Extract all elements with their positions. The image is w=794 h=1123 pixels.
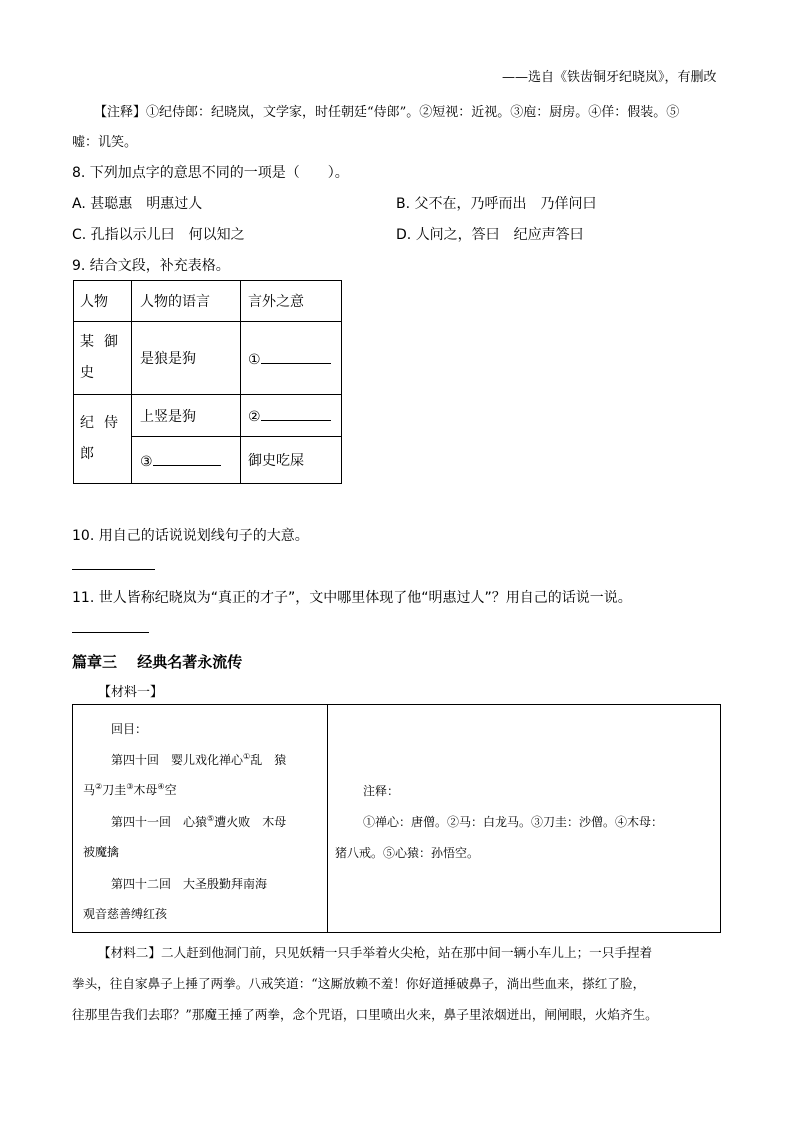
chapter-heading: 篇章三 经典名著永流传 (72, 653, 243, 671)
q8-option-b (396, 193, 597, 213)
table-header-row (74, 281, 342, 322)
header-character: 人物 (74, 281, 132, 322)
option-label: B. (396, 196, 411, 212)
chapter-40-line-2: 马②刀圭③木母④空 (83, 782, 177, 797)
answer-blank[interactable] (153, 451, 221, 466)
material-two-line-1: 【材料二】二人赶到他洞门前，只见妖精一只手举着火尖枪，站在那中间一辆小车儿上；一只手捏着 (98, 945, 653, 960)
speech-cell: 上竖是狗 (132, 395, 241, 437)
question-8-stem: 8. 下列加点字的意思不同的一项是（ ）。 (72, 165, 349, 181)
q8-option-d (396, 224, 584, 244)
q8-option-c (72, 224, 245, 244)
chapter-list-heading: 回目： (111, 722, 148, 736)
character-name-cell (74, 322, 132, 395)
option-label: C. (72, 227, 87, 243)
source-citation: ——选自《铁齿铜牙纪晓岚》，有删改 (502, 70, 717, 85)
question-10-stem: 10. 用自己的话说说划线句子的大意。 (72, 528, 309, 544)
chapter-42-line-1: 第四十二回 大圣殷勤拜南海 (111, 877, 268, 891)
chapter-42-line-2: 观音慈善缚红孩 (83, 907, 168, 921)
question-11-stem: 11. 世人皆称纪晓岚为“真正的才子”，文中哪里体现了他“明惠过人”？用自己的话说一说。 (72, 590, 632, 606)
name-char: 御 (104, 334, 118, 350)
header-meaning: 言外之意 (241, 281, 342, 322)
answer-blank[interactable] (261, 349, 331, 364)
speech-cell: 是狼是狗 (132, 322, 241, 395)
character-name-cell (74, 395, 132, 484)
name-char: 纪 (80, 415, 94, 431)
notes-line-2: 猪八戒。⑤心猿：孙悟空。 (335, 846, 480, 860)
answer-cell-1 (241, 322, 342, 395)
q8-option-a (72, 193, 202, 213)
blank-marker: ③ (140, 453, 153, 470)
option-label: D. (396, 227, 412, 243)
chapter-40-line-1: 第四十回 婴儿戏化禅心①乱 猿 (111, 752, 287, 767)
chapter-41-line-2: 被魔擒 (83, 845, 120, 859)
table-row (74, 395, 342, 437)
name-char: 侍 (104, 415, 118, 431)
footnote-mark: ④ (157, 782, 165, 791)
option-text: 人问之，答曰 纪应声答曰 (415, 227, 584, 243)
option-label: A. (72, 196, 86, 212)
footnote-mark: ② (95, 782, 103, 791)
answer-line[interactable] (72, 569, 155, 570)
meaning-cell: 御史吃屎 (241, 437, 342, 484)
header-speech: 人物的语言 (132, 281, 241, 322)
material-two-line-2: 拳头，往自家鼻子上捶了两拳。八戒笑道：“这厮放赖不羞！你好道捶破鼻子，淌出些血来，搽红了脸， (72, 976, 646, 991)
option-text: 孔指以示儿曰 何以知之 (90, 227, 245, 243)
answer-line[interactable] (72, 632, 149, 633)
notes-line-1: ①禅心：唐僧。②马：白龙马。③刀圭：沙僧。④木母： (363, 815, 664, 829)
box-divider (327, 705, 328, 932)
material-one-label: 【材料一】 (98, 685, 164, 700)
answer-cell-2 (241, 395, 342, 437)
option-text: 甚聪惠 明惠过人 (90, 196, 203, 212)
name-char: 史 (80, 365, 94, 381)
footnote-mark: ① (243, 752, 251, 761)
annotation-line-1: 【注释】①纪侍郎：纪晓岚，文学家，时任朝廷“侍郎”。②短视：近视。③庖：厨房。④佯：假装。⑤ (94, 105, 680, 120)
question-9-stem: 9. 结合文段，补充表格。 (72, 258, 230, 274)
blank-marker: ② (248, 409, 261, 425)
footnote-mark: ③ (126, 782, 134, 791)
notes-heading: 注释： (363, 784, 400, 798)
name-char: 某 (80, 334, 94, 350)
material-two-line-3: 往那里告我们去耶？”那魔王捶了两拳，念个咒语，口里喷出火来，鼻子里浓烟迸出，闸闸眼，火焰齐生。 (72, 1007, 658, 1022)
annotation-line-2: 嘘：讥笑。 (72, 135, 138, 150)
answer-cell-3 (132, 437, 241, 484)
blank-marker: ① (248, 351, 261, 368)
table-row (74, 322, 342, 395)
material-one-box (72, 704, 721, 933)
character-table (73, 280, 342, 484)
chapter-41-line-1: 第四十一回 心猿⑤遭火败 木母 (111, 814, 287, 829)
name-char: 郎 (80, 446, 94, 462)
footnote-mark: ⑤ (207, 814, 215, 823)
answer-blank[interactable] (261, 406, 331, 421)
option-text: 父不在，乃呼而出 乃佯问曰 (414, 196, 597, 212)
